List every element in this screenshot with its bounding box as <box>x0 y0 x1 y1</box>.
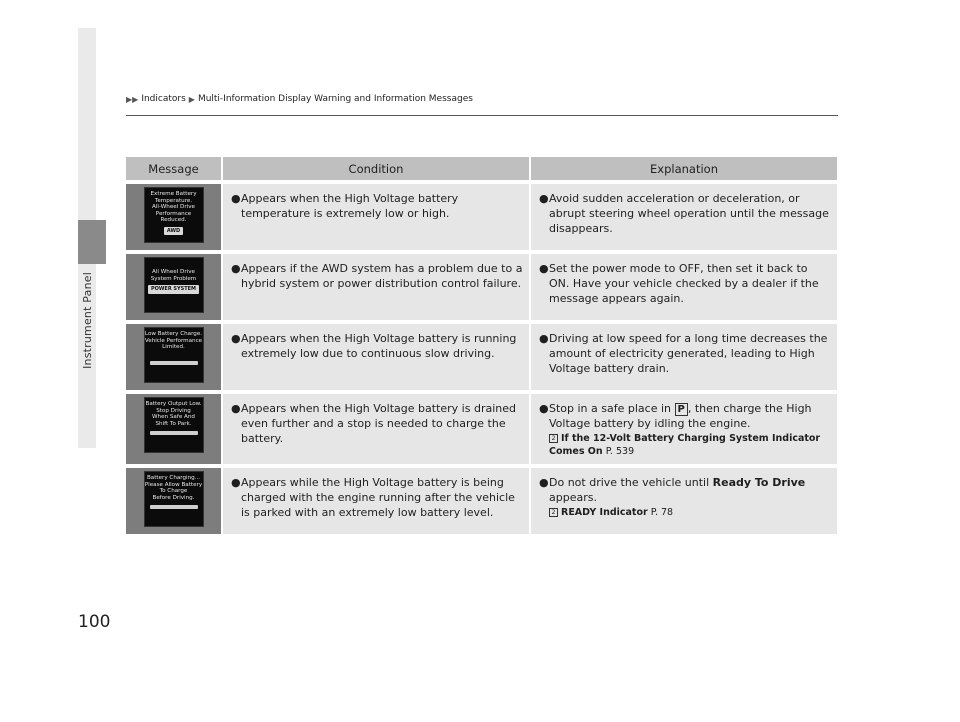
breadcrumb-item-indicators[interactable]: Indicators <box>141 94 186 104</box>
explanation-cell <box>529 320 837 390</box>
battery-gauge-icon <box>150 361 198 365</box>
condition-cell <box>221 464 529 534</box>
bullet-icon: ● <box>539 192 549 205</box>
cross-reference-link[interactable]: 2 If the 12-Volt Battery Charging System Indicator Comes On P. 539 <box>549 433 821 457</box>
reference-arrow-icon: 2 <box>549 508 558 517</box>
breadcrumb-item-mid-messages[interactable]: Multi-Information Display Warning and Information Messages <box>197 94 473 104</box>
explanation-text: Avoid sudden acceleration or deceleration, or abrupt steering wheel operation until the message disappears. <box>549 192 829 235</box>
column-header-explanation: Explanation <box>529 157 837 180</box>
message-image-cell <box>126 180 221 250</box>
awd-indicator-icon: AWD <box>164 227 183 236</box>
message-image-cell <box>126 390 221 464</box>
screen-text: Battery Charging... <box>146 475 201 481</box>
screen-text: Stop Driving <box>156 407 191 414</box>
power-system-indicator-icon: POWER SYSTEM <box>148 285 199 294</box>
explanation-text: Do not drive the vehicle until Ready To Drive appears. <box>549 476 806 504</box>
table-row <box>126 390 837 464</box>
bullet-icon: ● <box>539 402 549 415</box>
section-tab <box>78 220 106 264</box>
bullet-icon: ● <box>231 332 241 345</box>
condition-text: Appears when the High Voltage battery temperature is extremely low or high. <box>241 192 459 220</box>
bullet-icon: ● <box>231 262 241 275</box>
screen-text: Vehicle Performance <box>144 337 203 344</box>
display-screen-image <box>144 187 204 243</box>
bullet-icon: ● <box>539 476 549 489</box>
breadcrumb <box>126 94 473 104</box>
screen-text: System Problem <box>150 275 197 282</box>
screen-text: All Wheel Drive <box>152 269 195 275</box>
message-table <box>126 157 837 534</box>
table-row <box>126 464 837 534</box>
reference-arrow-icon: 2 <box>549 434 558 443</box>
breadcrumb-arrow-icon: ▶ <box>188 94 195 104</box>
display-screen-image <box>144 471 204 527</box>
section-label: Instrument Panel <box>81 272 94 369</box>
battery-gauge-icon <box>150 431 198 435</box>
page-number: 100 <box>78 612 111 632</box>
screen-text: Before Driving. <box>152 494 195 501</box>
screen-text: Performance Reduced. <box>155 210 192 223</box>
display-screen-image <box>144 327 204 383</box>
condition-cell <box>221 250 529 320</box>
bullet-icon: ● <box>231 402 241 415</box>
screen-text: Temperature. <box>154 197 193 204</box>
message-image-cell <box>126 464 221 534</box>
explanation-cell <box>529 180 837 250</box>
condition-text: Appears when the High Voltage battery is running extremely low due to continuous slow driving. <box>241 332 517 360</box>
explanation-cell <box>529 390 837 464</box>
screen-text: All-Wheel Drive <box>152 204 195 210</box>
condition-cell <box>221 390 529 464</box>
cross-reference-link[interactable]: 2 READY Indicator P. 78 <box>549 506 831 519</box>
screen-text: Please Allow Battery <box>144 481 203 488</box>
breadcrumb-arrow-icon: ▶▶ <box>126 94 139 104</box>
condition-text: Appears while the High Voltage battery is being charged with the engine running after the vehicle is parked with an extremely low battery level. <box>241 476 515 519</box>
bullet-icon: ● <box>231 476 241 489</box>
explanation-cell <box>529 250 837 320</box>
explanation-text: Set the power mode to OFF, then set it back to ON. Have your vehicle checked by a dealer if the message appears again. <box>549 262 819 305</box>
explanation-text: Driving at low speed for a long time decreases the amount of electricity generated, leading to High Voltage battery drain. <box>549 332 828 375</box>
bullet-icon: ● <box>539 332 549 345</box>
explanation-cell <box>529 464 837 534</box>
message-image-cell <box>126 250 221 320</box>
bullet-icon: ● <box>539 262 549 275</box>
screen-text: When Safe And <box>152 414 195 420</box>
column-header-condition: Condition <box>221 157 529 180</box>
battery-gauge-icon <box>150 505 198 509</box>
condition-text: Appears when the High Voltage battery is drained even further and a stop is needed to charge the battery. <box>241 402 516 445</box>
screen-text: Extreme Battery <box>150 191 197 197</box>
condition-cell <box>221 180 529 250</box>
column-header-message: Message <box>126 157 221 180</box>
condition-cell <box>221 320 529 390</box>
table-header-row <box>126 157 837 180</box>
header-rule <box>126 115 838 116</box>
screen-text: Battery Output Low. <box>145 401 202 407</box>
explanation-text: Stop in a safe place in P , then charge the High Voltage battery by idling the engine. <box>549 402 812 430</box>
display-screen-image <box>144 257 204 313</box>
bullet-icon: ● <box>231 192 241 205</box>
screen-text: To Charge <box>159 488 188 494</box>
table-row <box>126 250 837 320</box>
condition-text: Appears if the AWD system has a problem due to a hybrid system or power distribution control failure. <box>241 262 523 290</box>
screen-text: Limited. <box>162 344 185 350</box>
display-screen-image <box>144 397 204 453</box>
screen-text: Low Battery Charge. <box>144 331 203 337</box>
message-image-cell <box>126 320 221 390</box>
table-row <box>126 320 837 390</box>
table-row <box>126 180 837 250</box>
screen-text: Shift To Park. <box>155 420 192 427</box>
park-position-icon: P <box>675 403 688 416</box>
